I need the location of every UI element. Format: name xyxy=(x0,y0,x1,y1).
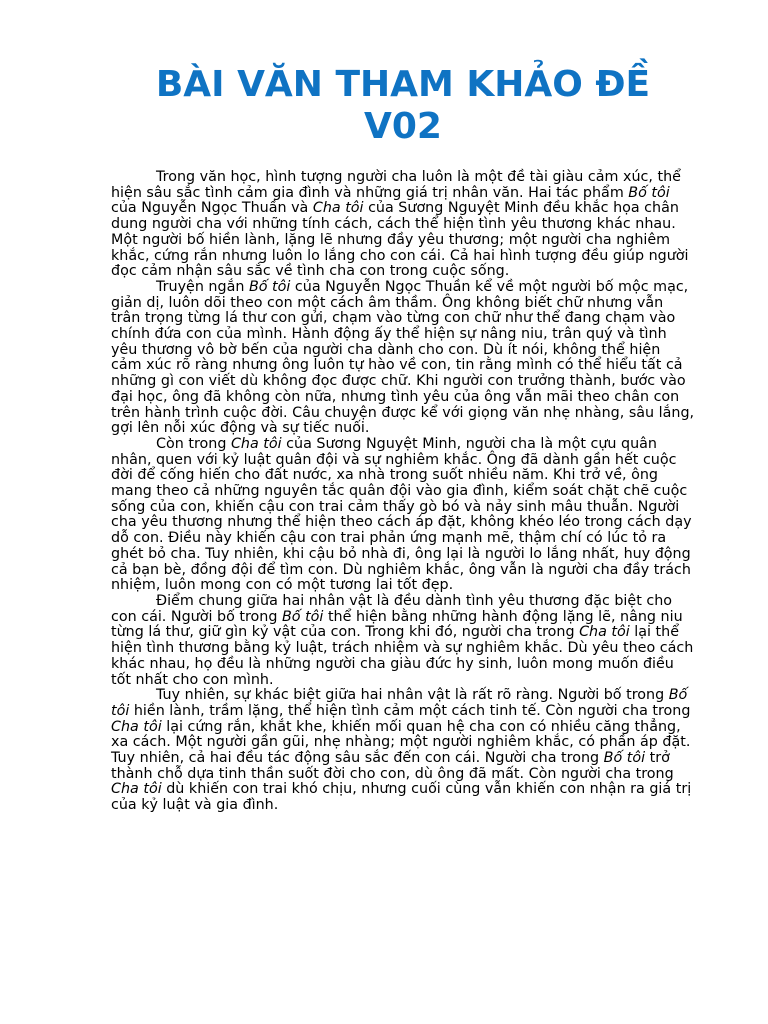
paragraph-text: lại cứng rắn, khắt khe, khiến mối quan hệ cha con có nhiều căng thẳng, xa cách. Một người gần gũi, nhẹ nhàng; một người nghiêm khắc, có phần áp đặt. Tuy nhiên, cả hai đều tác động sâu sắc đến con cái. Người cha trong xyxy=(111,718,691,767)
paragraph-text: Điểm chung giữa hai nhân vật là đều dành tình yêu thương đặc biệt cho con cái. Người bố trong xyxy=(111,592,673,625)
paragraph-text: Truyện ngắn xyxy=(156,278,249,295)
paragraph-text: của Sương Nguyệt Minh đều khắc họa chân dung người cha với những tính cách, cách thể hiện tình yêu thương khác nhau. Một người bố hiền lành, lặng lẽ nhưng đầy yêu thương; một người cha nghiêm khắc, cứng rắn nhưng luôn lo lắng cho con cái. Cả hai hình tượng đều giúp người đọc cảm nhận sâu sắc về tình cha con trong cuộc sống. xyxy=(111,200,689,280)
work-title-text: Cha tôi xyxy=(111,781,162,798)
paragraph-text: của Nguyễn Ngọc Thuần kể về một người bố mộc mạc, giản dị, luôn dõi theo con một cách âm thầm. Ông không biết chữ nhưng vẫn trân trọng từng lá thư con gửi, chạm vào từng con chữ như thể đang chạm vào chính đứa con của mình. Hành động ấy thể hiện sự nâng niu, trân quý và tình yêu thương vô bờ bến của người cha dành cho con. Dù ít nói, không thể hiện cảm xúc rõ ràng nhưng ông luôn tự hào về con, tin rằng mình có thể hiểu tất cả những gì con viết dù không đọc được chữ. Khi người con trưởng thành, bước vào đại học, ông đã không còn nữa, nhưng tình yêu của ông vẫn mãi theo chân con trên hành trình cuộc đời. Câu chuyện được kể với giọng văn nhẹ nhàng, sâu lắng, gợi lên nỗi xúc động và sự tiếc nuối. xyxy=(111,278,695,437)
work-title-text: Bố tôi xyxy=(111,687,688,719)
paragraph-text: Tuy nhiên, sự khác biệt giữa hai nhân vật là rất rõ ràng. Người bố trong xyxy=(156,687,669,704)
paragraph-cha-toi xyxy=(111,437,695,594)
paragraph-text: Trong văn học, hình tượng người cha luôn là một đề tài giàu cảm xúc, thể hiện sâu sắc tình cảm gia đình và những giá trị nhân văn. Hai tác phẩm xyxy=(111,169,681,201)
paragraph-similarities xyxy=(111,594,695,688)
work-title-text: Cha tôi xyxy=(579,624,630,641)
paragraph-text: Còn trong xyxy=(156,435,231,452)
document-page xyxy=(111,64,695,814)
document-body xyxy=(111,170,695,814)
paragraph-text: thể hiện bằng những hành động lặng lẽ, nâng niu từng lá thư, giữ gìn kỷ vật của con. Trong khi đó, người cha trong xyxy=(111,608,683,641)
paragraph-text: hiền lành, trầm lặng, thể hiện tình cảm một cách tinh tế. Còn người cha trong xyxy=(129,702,691,719)
paragraph-bo-toi xyxy=(111,280,695,437)
paragraph-intro xyxy=(111,170,695,280)
work-title-text: Cha tôi xyxy=(111,718,162,735)
paragraph-text: trở thành chỗ dựa tinh thần suốt đời cho con, dù ông đã mất. Còn người cha trong xyxy=(111,750,674,782)
work-title-text: Cha tôi xyxy=(230,435,282,452)
document-title: BÀI VĂN THAM KHẢO ĐỀ V02 xyxy=(155,64,651,147)
work-title-text: Bố tôi xyxy=(628,184,670,201)
paragraph-text: lại thể hiện tình thương bằng kỷ luật, trách nhiệm và sự nghiêm khắc. Dù yêu theo cách khác nhau, họ đều là những người cha giàu đức hy sinh, luôn mong muốn điều tốt nhất cho con mình. xyxy=(111,624,694,688)
work-title-text: Bố tôi xyxy=(603,750,646,767)
paragraph-text: dù khiến con trai khó chịu, nhưng cuối cùng vẫn khiến con nhận ra giá trị của kỷ luật và gia đình. xyxy=(111,781,692,814)
work-title-text: Bố tôi xyxy=(281,608,324,625)
paragraph-text: của Nguyễn Ngọc Thuần và xyxy=(111,200,313,217)
paragraph-text: của Sương Nguyệt Minh, người cha là một cựu quân nhân, quen với kỷ luật quân đội và sự nghiêm khắc. Ông đã dành gần hết cuộc đời để cống hiến cho đất nước, xa nhà trong suốt nhiều năm. Khi trở về, ông mang theo cả những nguyên tắc quân đội vào gia đình, kiểm soát chặt chẽ cuộc sống của con, khiến cậu con trai cảm thấy gò bó và nảy sinh mâu thuẫn. Người cha yêu thương nhưng thể hiện theo cách áp đặt, không khéo léo trong cách dạy dỗ con. Điều này khiến cậu con trai phản ứng mạnh mẽ, thậm chí có lúc tỏ ra ghét bỏ cha. Tuy nhiên, khi cậu bỏ nhà đi, ông lại là người lo lắng nhất, huy động cả bạn bè, đồng đội để tìm con. Dù nghiêm khắc, ông vẫn là người cha đầy trách nhiệm, luôn mong con có một tương lai tốt đẹp. xyxy=(111,435,692,594)
paragraph-differences xyxy=(111,688,695,814)
work-title-text: Cha tôi xyxy=(312,200,364,217)
work-title-text: Bố tôi xyxy=(248,278,291,295)
